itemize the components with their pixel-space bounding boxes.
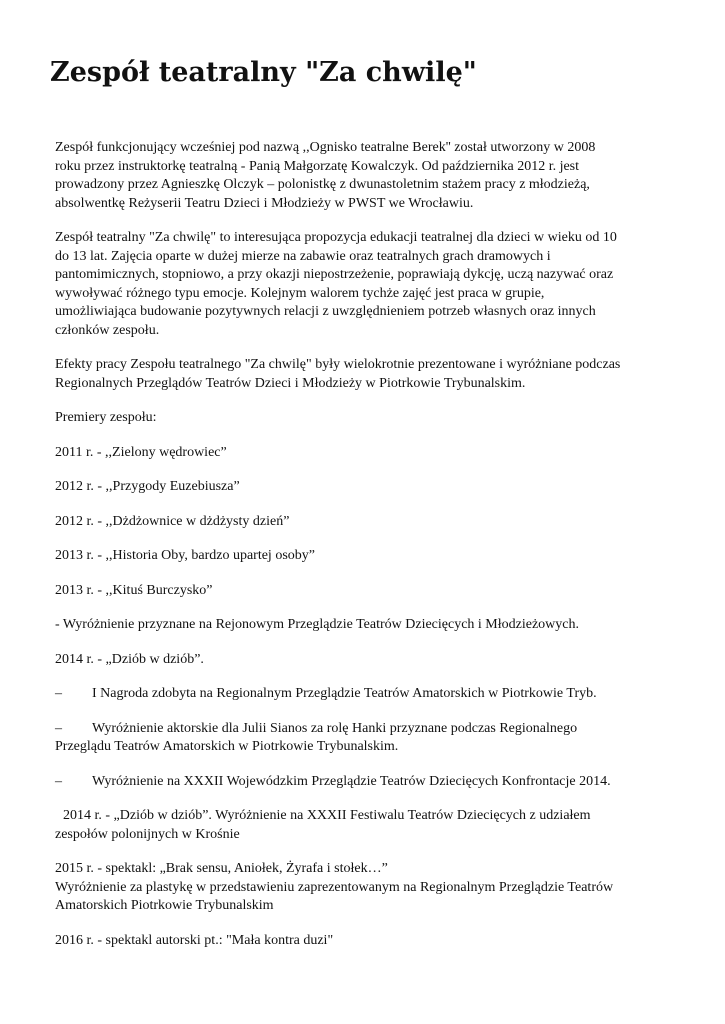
intro-paragraph: Zespół funkcjonujący wcześniej pod nazwą ,,Ognisko teatralne Berek'' został utworzony w 2008 roku przez instruktorkę teatralną - Panią Małgorzatę Kowalczyk. Od października 2012 r. jest prowadzony przez Agnieszkę Olczyk – polonistkę z dwunastoletnim stażem pracy z młodzieżą, absolwentkę Reżyserii Teatru Dzieci i Młodzieży w PWST we Wrocławiu. (55, 140, 596, 211)
festival-paragraph: 2014 r. - „Dziób w dziób”. Wyróżnienie na XXXII Festiwalu Teatrów Dziecięcych z udziałem zespołów polonijnych w Krośnie (55, 808, 591, 842)
premiere-item: 2011 r. - ,,Zielony wędrowiec” (55, 444, 227, 460)
premiere-item: 2012 r. - ,,Dżdżownice w dżdżysty dzień” (55, 513, 290, 529)
award-note: - Wyróżnienie przyznane na Rejonowym Przeglądzie Teatrów Dziecięcych i Młodzieżowych. (55, 617, 580, 632)
dash-bullet: – (55, 686, 62, 701)
dash-bullet: – (55, 720, 62, 736)
premieres-heading: Premiery zespołu: (55, 410, 157, 425)
dash-bullet: – (55, 773, 62, 789)
premiere-item: 2013 r. - ,,Kituś Burczysko” (55, 582, 213, 598)
award-item: – Wyróżnienie aktorskie dla Julii Sianos za rolę Hanki przyznane podczas Regionalnego Przeglądu Teatrów Amatorskich w Piotrkowie Trybunalskim. (55, 720, 578, 754)
page-title: Zespół teatralny "Za chwilę" (50, 57, 477, 88)
award-item: – I Nagroda zdobyta na Regionalnym Przeglądzie Teatrów Amatorskich w Piotrkowie Tryb. (55, 685, 685, 704)
document-body (55, 139, 685, 966)
spectacle-2015-paragraph: 2015 r. - spektakl: „Brak sensu, Aniołek, Żyrafa i stołek…” Wyróżnienie za plastykę w przedstawieniu zaprezentowanym na Regionalnym Przeglądzie Teatrów Amatorskich Piotrkowie Trybunalskim (55, 861, 614, 913)
about-paragraph: Zespół teatralny "Za chwilę" to interesująca propozycja edukacji teatralnej dla dzieci w wieku od 10 do 13 lat. Zajęcia oparte w dużej mierze na zabawie oraz teatralnych grach dramowych i pantomimicznych, stopniowo, a przy okazji niepostrzeżenie, poprawiają dykcję, uczą nazywać oraz wywoływać różnego typu emocje. Kolejnym walorem tychże zajęć jest praca w grupie, umożliwiająca budowanie pozytywnych relacji z uwzględnieniem potrzeb własnych oraz innych członków zespołu. (55, 230, 617, 338)
effects-paragraph: Efekty pracy Zespołu teatralnego "Za chwilę" były wielokrotnie prezentowane i wyróżniane podczas Regionalnych Przeglądów Teatrów Dzieci i Młodzieży w Piotrkowie Trybunalskim. (55, 357, 621, 391)
spectacle-2016-paragraph: 2016 r. - spektakl autorski pt.: "Mała kontra duzi" (55, 932, 334, 948)
premiere-item: 2014 r. - „Dziób w dziób”. (55, 651, 204, 667)
premiere-item: 2012 r. - ,,Przygody Euzebiusza” (55, 479, 240, 494)
premiere-item: 2013 r. - ,,Historia Oby, bardzo upartej osoby” (55, 548, 315, 563)
award-item: – Wyróżnienie na XXXII Wojewódzkim Przeglądzie Teatrów Dziecięcych Konfrontacje 2014. (55, 773, 685, 792)
